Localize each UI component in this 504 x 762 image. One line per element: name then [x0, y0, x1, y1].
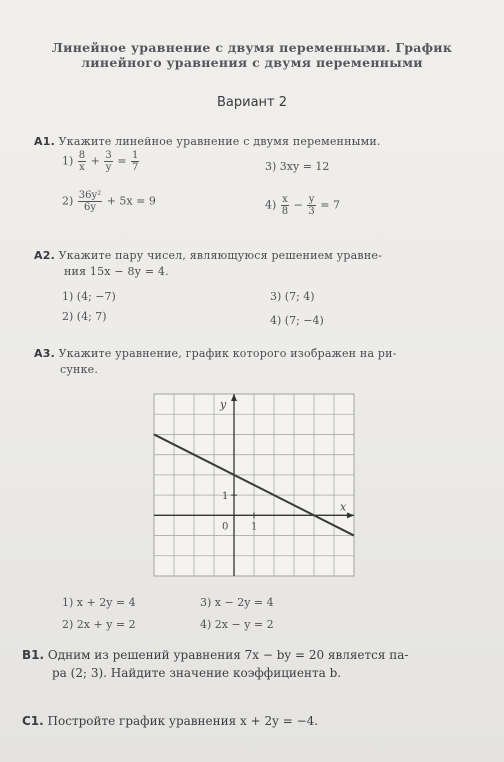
question-a2: [34, 248, 382, 280]
numerator: 8: [78, 150, 86, 161]
numerator: 1: [131, 150, 139, 161]
page-title: [24, 40, 480, 70]
question-number: В1.: [22, 648, 45, 662]
question-number: А3.: [34, 347, 55, 360]
fraction: [281, 194, 289, 217]
denominator: x: [79, 162, 85, 173]
question-number: С1.: [22, 714, 44, 728]
option-number: 3): [265, 160, 277, 173]
question-text: Укажите линейное уравнение с двумя переменными.: [58, 135, 381, 148]
option-number: 4): [265, 198, 277, 212]
plus-sign: +: [90, 154, 100, 168]
denominator: y: [105, 162, 112, 173]
denominator: 3: [308, 206, 315, 217]
a3-option-2[interactable]: 2) 2x + y = 2: [62, 618, 136, 631]
fraction: [307, 194, 315, 217]
option-number: 2): [62, 194, 74, 208]
expression: 3xy = 12: [279, 160, 330, 173]
option-number: 1): [62, 154, 74, 168]
question-a1: [34, 134, 381, 150]
tick-label-x-1: 1: [251, 521, 258, 533]
a3-option-3[interactable]: 3) x − 2y = 4: [200, 596, 274, 609]
a3-option-1[interactable]: 1) x + 2y = 4: [62, 596, 136, 609]
title-line-1: Линейное уравнение с двумя переменными. График: [51, 40, 453, 55]
fraction: [78, 190, 102, 213]
origin-label: 0: [222, 521, 229, 533]
a1-option-4[interactable]: [265, 194, 340, 217]
question-text-line-1: Укажите уравнение, график которого изображен на ри-: [58, 347, 397, 360]
denominator: 6y: [83, 202, 96, 213]
numerator: x: [282, 194, 288, 205]
denominator: 7: [131, 162, 139, 173]
question-text-line-2: ния 15x − 8y = 4.: [64, 265, 169, 278]
a1-option-2[interactable]: [62, 190, 156, 213]
denominator: 8: [281, 206, 289, 217]
numerator: 3: [105, 150, 112, 161]
expression-rest: + 5x = 9: [106, 194, 156, 208]
question-text-line-2: ра (2; 3). Найдите значение коэффициента b.: [52, 666, 342, 680]
a2-option-3[interactable]: 3) (7; 4): [270, 290, 315, 303]
equals-sign: =: [117, 154, 127, 168]
question-text-line-1: Одним из решений уравнения 7x − by = 20 является па-: [47, 648, 409, 662]
numerator: 36y²: [78, 190, 102, 201]
a1-option-1[interactable]: [62, 150, 140, 173]
fraction: [104, 150, 112, 173]
question-text-line-2: сунке.: [60, 363, 99, 376]
question-number: А1.: [34, 135, 55, 148]
numerator: y: [308, 194, 315, 205]
fraction: [78, 150, 86, 173]
x-axis-label: x: [340, 500, 347, 514]
a2-option-2[interactable]: 2) (4; 7): [62, 310, 107, 323]
line-graph: [150, 388, 360, 583]
question-text-line-1: Укажите пару чисел, являющуюся решением уравне-: [58, 249, 382, 262]
tick-label-y-1: 1: [222, 491, 229, 503]
question-text: Постройте график уравнения x + 2y = −4.: [47, 714, 319, 728]
y-axis-label: y: [220, 398, 227, 411]
question-number: А2.: [34, 249, 55, 262]
fraction: [131, 150, 139, 173]
question-b1: [22, 646, 409, 682]
question-a3: [34, 346, 397, 378]
expression-rest: = 7: [320, 198, 340, 212]
question-c1: [22, 712, 318, 730]
a1-option-3[interactable]: [265, 160, 329, 173]
a2-option-1[interactable]: 1) (4; −7): [62, 290, 116, 303]
a3-option-4[interactable]: 4) 2x − y = 2: [200, 618, 274, 631]
variant-label: Вариант 2: [216, 95, 288, 110]
minus-sign: −: [293, 198, 303, 212]
title-line-2: линейного уравнения с двумя переменными: [81, 55, 423, 70]
a2-option-4[interactable]: 4) (7; −4): [270, 314, 324, 327]
